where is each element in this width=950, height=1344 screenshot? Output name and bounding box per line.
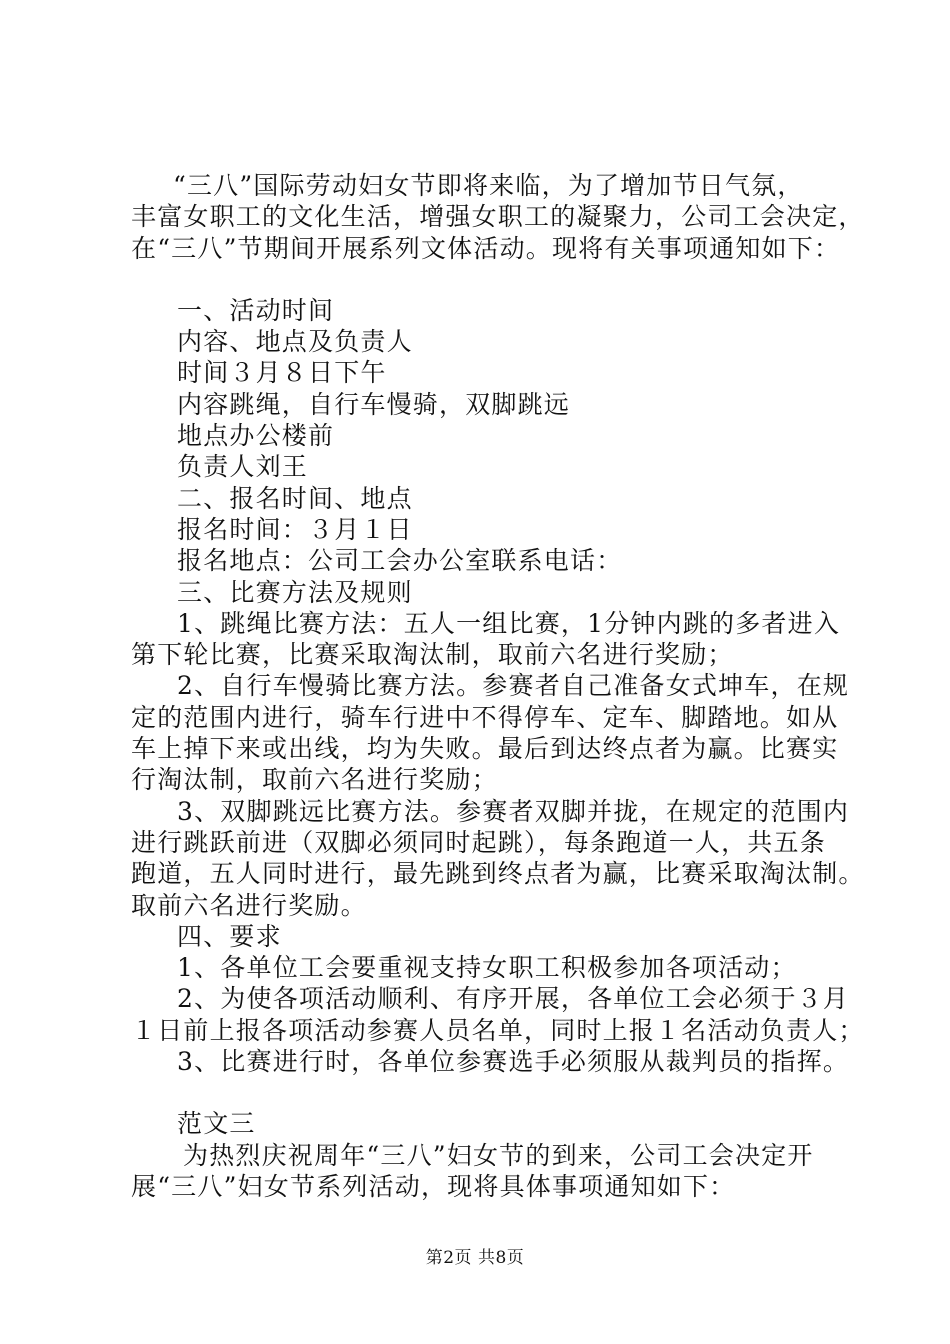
rule2-line: 行淘汰制，取前六名进行奖励； [131, 765, 498, 795]
rule1-line: 1、跳绳比赛方法：五人一组比赛，1分钟内跳的多者进入 [177, 608, 841, 638]
section2-line: 报名时间：３月１日 [177, 514, 413, 544]
rule1-line: 第下轮比赛，比赛采取淘汰制，取前六名进行奖励； [131, 640, 734, 670]
section2-heading: 二、报名时间、地点 [177, 483, 413, 513]
rule3-line: 取前六名进行奖励。 [131, 890, 367, 920]
sample3-line: 为热烈庆祝周年“三八”妇女节的到来，公司工会决定开 [183, 1140, 814, 1170]
document-body [131, 170, 865, 1202]
paragraph-gap [131, 264, 841, 295]
section1-line: 地点办公楼前 [177, 421, 335, 451]
intro-line: 在“三八”节期间开展系列文体活动。现将有关事项通知如下： [131, 233, 841, 263]
intro-line: 丰富女职工的文化生活，增强女职工的凝聚力，公司工会决定， [131, 202, 865, 232]
section1-heading: 一、活动时间 [177, 295, 335, 325]
rule2-line: 定的范围内进行，骑车行进中不得停车、定车、脚踏地。如从 [131, 702, 839, 732]
section1-line: 内容、地点及负责人 [177, 327, 413, 357]
section3-heading: 三、比赛方法及规则 [177, 577, 413, 607]
rule2-line: 车上掉下来或出线，均为失败。最后到达终点者为赢。比赛实 [131, 734, 839, 764]
requirement-line: 3、比赛进行时，各单位参赛选手必须服从裁判员的指挥。 [177, 1047, 850, 1077]
intro-line: “三八”国际劳动妇女节即将来临，为了增加节日气氛， [173, 171, 804, 200]
requirement-line: 2、为使各项活动顺利、有序开展，各单位工会必须于３月 [177, 984, 850, 1014]
sample3-title: 范文三 [177, 1109, 256, 1139]
rule3-line: 3、双脚跳远比赛方法。参赛者双脚并拢，在规定的范围内 [177, 796, 850, 826]
section1-line: 内容跳绳，自行车慢骑，双脚跳远 [177, 389, 571, 419]
page-number-footer: 第2页 共8页 [425, 1248, 525, 1268]
section1-line: 负责人刘王 [177, 452, 309, 482]
rule3-line: 跑道，五人同时进行，最先跳到终点者为赢，比赛采取淘汰制。 [131, 859, 865, 889]
paragraph-gap [131, 1077, 841, 1108]
rule2-line: 2、自行车慢骑比赛方法。参赛者自己准备女式坤车，在规 [177, 671, 850, 701]
requirement-line: 1、各单位工会要重视支持女职工积极参加各项活动； [177, 953, 797, 983]
section4-heading: 四、要求 [177, 921, 282, 951]
section2-line: 报名地点：公司工会办公室联系电话： [177, 546, 623, 576]
section1-line: 时间３月８日下午 [177, 358, 387, 388]
requirement-line: １日前上报各项活动参赛人员名单，同时上报１名活动负责人； [131, 1015, 865, 1045]
rule3-line: 进行跳跃前进（双脚必须同时起跳），每条跑道一人，共五条 [131, 827, 826, 857]
sample3-line: 展“三八”妇女节系列活动，现将具体事项通知如下： [131, 1171, 736, 1201]
